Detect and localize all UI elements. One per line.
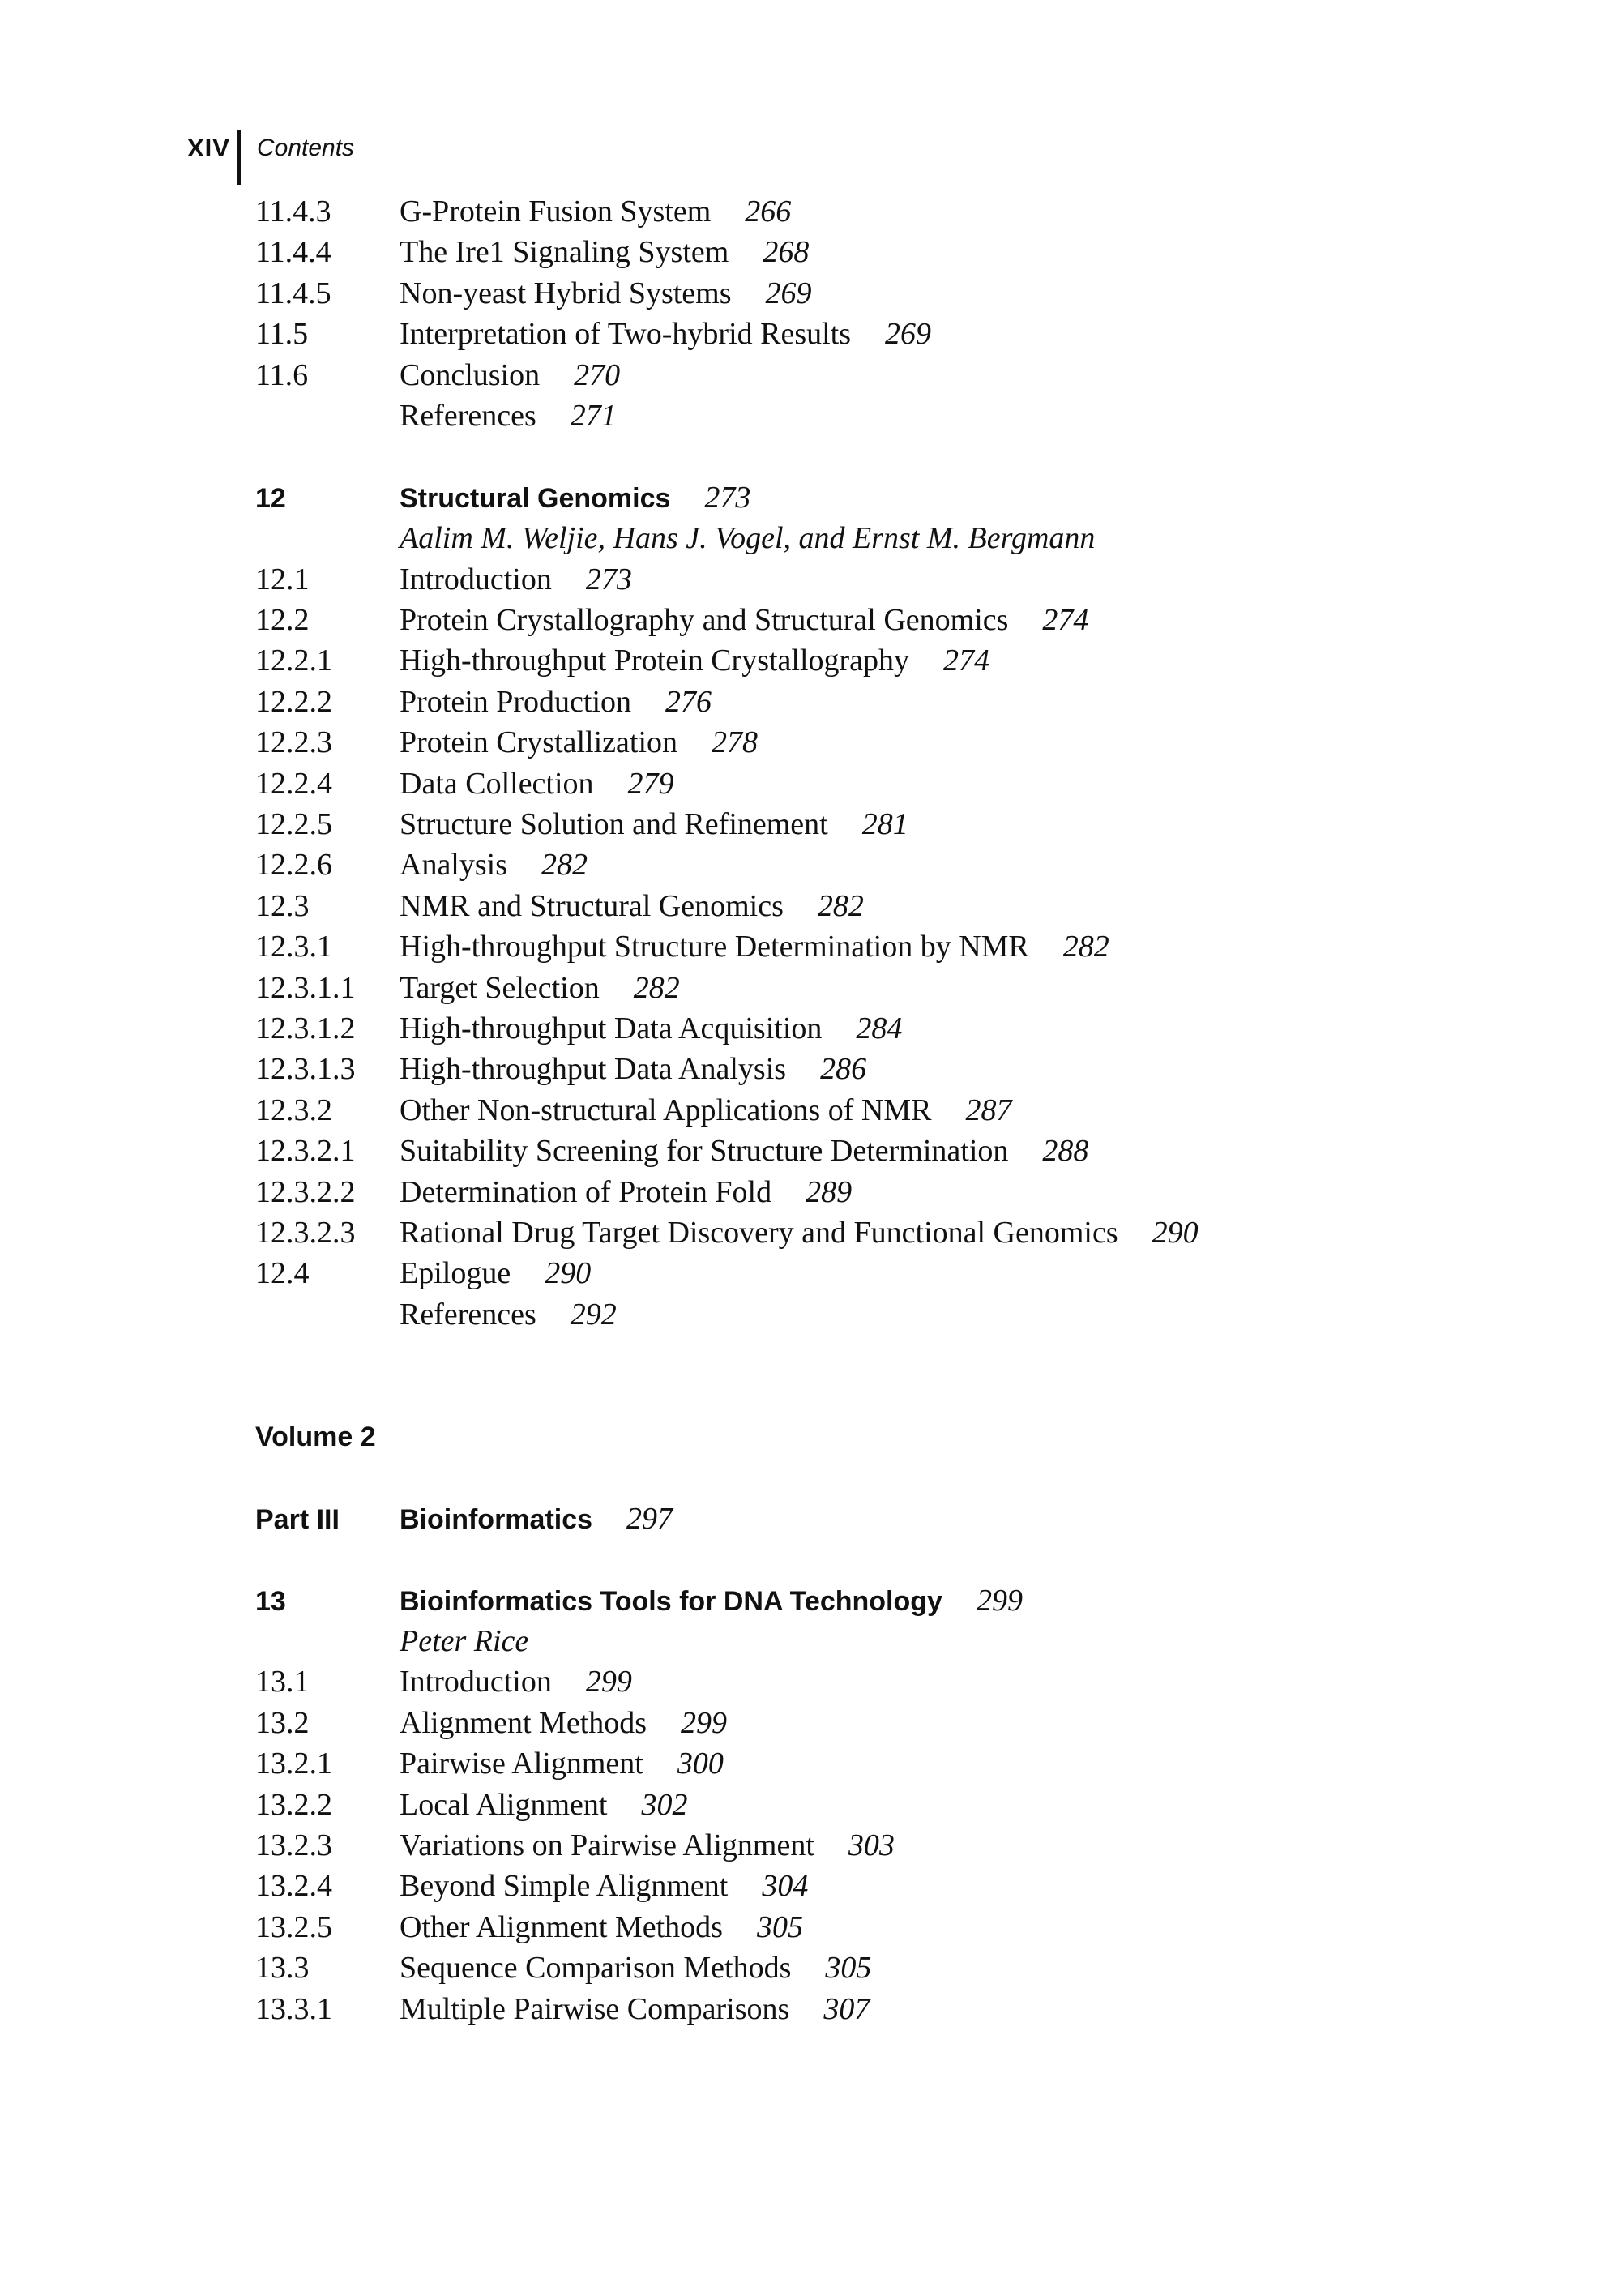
entry-page: 305 (825, 1951, 872, 1986)
entry-title: High-throughput Structure Determination by NMR (400, 930, 1029, 964)
entry-title: Variations on Pairwise Alignment (400, 1828, 814, 1862)
entry-title: NMR and Structural Genomics (400, 888, 784, 923)
toc-entry (255, 1008, 902, 1049)
entry-page: 278 (712, 725, 759, 760)
entry-title: References (400, 399, 536, 433)
toc-entry (255, 395, 617, 436)
entry-page: 299 (976, 1583, 1023, 1618)
entry-title: G-Protein Fusion System (400, 195, 712, 229)
toc-entry (255, 355, 620, 395)
entry-number: 11.4.3 (255, 195, 331, 229)
author-list: Peter Rice (400, 1624, 529, 1658)
toc-entry (255, 559, 632, 600)
entry-number: 11.6 (255, 357, 309, 392)
toc-entry (255, 1661, 632, 1702)
entry-number: 13.2 (255, 1705, 310, 1740)
entry-title: High-throughput Protein Crystallography (400, 643, 910, 678)
entry-title: Non-yeast Hybrid Systems (400, 276, 732, 310)
entry-page: 304 (762, 1869, 809, 1904)
entry-page: 297 (626, 1501, 673, 1536)
entry-number: 13.1 (255, 1665, 310, 1700)
entry-title: Sequence Comparison Methods (400, 1951, 792, 1986)
entry-page: 274 (943, 643, 990, 678)
toc-entry (255, 232, 809, 272)
entry-title: Local Alignment (400, 1787, 608, 1822)
entry-title: Introduction (400, 1665, 552, 1700)
entry-title: Pairwise Alignment (400, 1747, 643, 1781)
entry-page: 279 (627, 766, 674, 801)
entry-title: High-throughput Data Analysis (400, 1052, 787, 1087)
toc-entry (255, 1253, 591, 1293)
entry-title: Alignment Methods (400, 1705, 647, 1740)
entry-page: 305 (756, 1909, 803, 1944)
entry-page: 269 (765, 276, 812, 310)
entry-page: 281 (861, 807, 908, 841)
entry-page: 299 (585, 1665, 632, 1700)
entry-number: 12.3.1 (255, 930, 332, 964)
entry-title: The Ire1 Signaling System (400, 235, 729, 270)
entry-page: 282 (1062, 930, 1109, 964)
entry-page: 288 (1042, 1134, 1089, 1169)
entry-page: 271 (570, 399, 617, 433)
chapter-authors (255, 518, 1095, 558)
toc-entry (255, 314, 931, 354)
entry-number: 12.4 (255, 1256, 310, 1291)
entry-page: 282 (817, 888, 864, 923)
toc-entry (255, 600, 1088, 640)
entry-number: 12.3.2.3 (255, 1216, 356, 1250)
toc-entry (255, 1131, 1088, 1171)
entry-title: Structural Genomics (400, 482, 671, 514)
chapter-authors (255, 1621, 528, 1661)
entry-number: 12.3 (255, 888, 310, 923)
entry-number: 12.2.6 (255, 848, 332, 883)
toc-entry (255, 1703, 727, 1743)
entry-page: 273 (704, 480, 751, 515)
entry-number: 12.3.2 (255, 1092, 332, 1127)
entry-number: 13.2.2 (255, 1787, 332, 1822)
toc-entry (255, 844, 588, 885)
entry-page: 292 (570, 1297, 617, 1332)
toc-entry (255, 1743, 724, 1784)
page-number: XIV (187, 134, 230, 162)
entry-title: Multiple Pairwise Comparisons (400, 1991, 790, 2026)
toc-entry (255, 722, 758, 763)
entry-number: 12.2.1 (255, 643, 332, 678)
running-title: Contents (256, 135, 355, 161)
entry-title: Analysis (400, 848, 507, 883)
entry-title: Protein Production (400, 684, 632, 719)
entry-page: 290 (1152, 1216, 1199, 1250)
entry-number: 12.3.2.2 (255, 1174, 356, 1209)
entry-number: 12 (255, 482, 286, 514)
toc-entry (255, 191, 791, 232)
toc-entry (255, 763, 674, 804)
entry-number: 13.2.5 (255, 1909, 332, 1944)
entry-title: Introduction (400, 562, 552, 596)
toc-entry (255, 886, 864, 926)
entry-page: 266 (745, 195, 792, 229)
entry-page: 273 (585, 562, 632, 596)
toc-entry (255, 1090, 1011, 1131)
entry-number: Part III (255, 1503, 340, 1535)
entry-page: 284 (856, 1011, 903, 1045)
entry-number: 13.2.1 (255, 1747, 332, 1781)
toc-entry (255, 926, 1109, 967)
entry-page: 276 (665, 684, 712, 719)
entry-number: 11.4.5 (255, 276, 331, 310)
entry-page: 269 (885, 317, 932, 352)
entry-title: Determination of Protein Fold (400, 1174, 772, 1209)
toc-entry (255, 640, 989, 681)
entry-number: 13.2.3 (255, 1828, 332, 1862)
entry-number: 12.3.1.3 (255, 1052, 356, 1087)
toc-entry (255, 968, 680, 1008)
entry-number: 11.4.4 (255, 235, 331, 270)
entry-number: 12.2.4 (255, 766, 332, 801)
entry-number: 13 (255, 1585, 286, 1617)
entry-page: 270 (574, 357, 621, 392)
entry-page: 290 (545, 1256, 592, 1291)
entry-number: 13.2.4 (255, 1869, 332, 1904)
entry-number: 13.3.1 (255, 1991, 332, 2026)
entry-title: Suitability Screening for Structure Determination (400, 1134, 1009, 1169)
entry-title: Beyond Simple Alignment (400, 1869, 729, 1904)
entry-title: Protein Crystallization (400, 725, 678, 760)
entry-number: 12.2.3 (255, 725, 332, 760)
entry-title: Structure Solution and Refinement (400, 807, 828, 841)
toc-entry (255, 1907, 803, 1948)
entry-number: 12.2 (255, 603, 310, 637)
volume-heading (255, 1417, 400, 1457)
entry-title: Bioinformatics (400, 1503, 593, 1535)
toc-entry (255, 804, 908, 844)
chapter-heading (255, 1580, 1023, 1621)
toc-entry (255, 1294, 617, 1335)
entry-page: 287 (965, 1092, 1012, 1127)
volume-label: Volume 2 (255, 1422, 376, 1452)
entry-page: 282 (541, 848, 588, 883)
entry-title: Conclusion (400, 357, 541, 392)
entry-page: 289 (806, 1174, 853, 1209)
entry-number: 12.2.2 (255, 684, 332, 719)
entry-number: 12.1 (255, 562, 310, 596)
entry-page: 282 (633, 970, 680, 1005)
toc-entry (255, 1172, 852, 1212)
part-heading (255, 1499, 673, 1539)
entry-number: 12.3.1.1 (255, 970, 356, 1005)
entry-number: 12.2.5 (255, 807, 332, 841)
entry-title: Data Collection (400, 766, 594, 801)
entry-page: 268 (763, 235, 810, 270)
author-list: Aalim M. Weljie, Hans J. Vogel, and Ernst M. Bergmann (400, 521, 1096, 556)
entry-page: 302 (641, 1787, 688, 1822)
entry-number: 12.3.2.1 (255, 1134, 356, 1169)
entry-title: Other Non-structural Applications of NMR (400, 1092, 932, 1127)
entry-page: 274 (1042, 603, 1089, 637)
toc-entry (255, 1212, 1199, 1253)
entry-title: Bioinformatics Tools for DNA Technology (400, 1585, 942, 1617)
toc-entry (255, 682, 712, 722)
entry-page: 300 (677, 1747, 724, 1781)
entry-page: 303 (848, 1828, 895, 1862)
toc-entry (255, 1866, 808, 1906)
entry-title: Target Selection (400, 970, 600, 1005)
entry-page: 299 (681, 1705, 728, 1740)
entry-title: High-throughput Data Acquisition (400, 1011, 823, 1045)
entry-number: 11.5 (255, 317, 309, 352)
chapter-heading (255, 477, 750, 518)
entry-title: Protein Crystallography and Structural Genomics (400, 603, 1009, 637)
toc-entry (255, 1989, 870, 2029)
entry-title: Interpretation of Two-hybrid Results (400, 317, 852, 352)
entry-title: Other Alignment Methods (400, 1909, 723, 1944)
entry-title: References (400, 1297, 536, 1332)
toc-entry (255, 1049, 866, 1089)
toc-entry (255, 1825, 895, 1866)
entry-page: 286 (820, 1052, 867, 1087)
toc-entry (255, 273, 812, 314)
page-header (187, 130, 354, 186)
entry-page: 307 (823, 1991, 870, 2026)
entry-title: Rational Drug Target Discovery and Functional Genomics (400, 1216, 1118, 1250)
entry-number: 13.3 (255, 1951, 310, 1986)
entry-title: Epilogue (400, 1256, 511, 1291)
toc-entry (255, 1785, 687, 1825)
entry-number: 12.3.1.2 (255, 1011, 356, 1045)
toc-entry (255, 1948, 871, 1988)
